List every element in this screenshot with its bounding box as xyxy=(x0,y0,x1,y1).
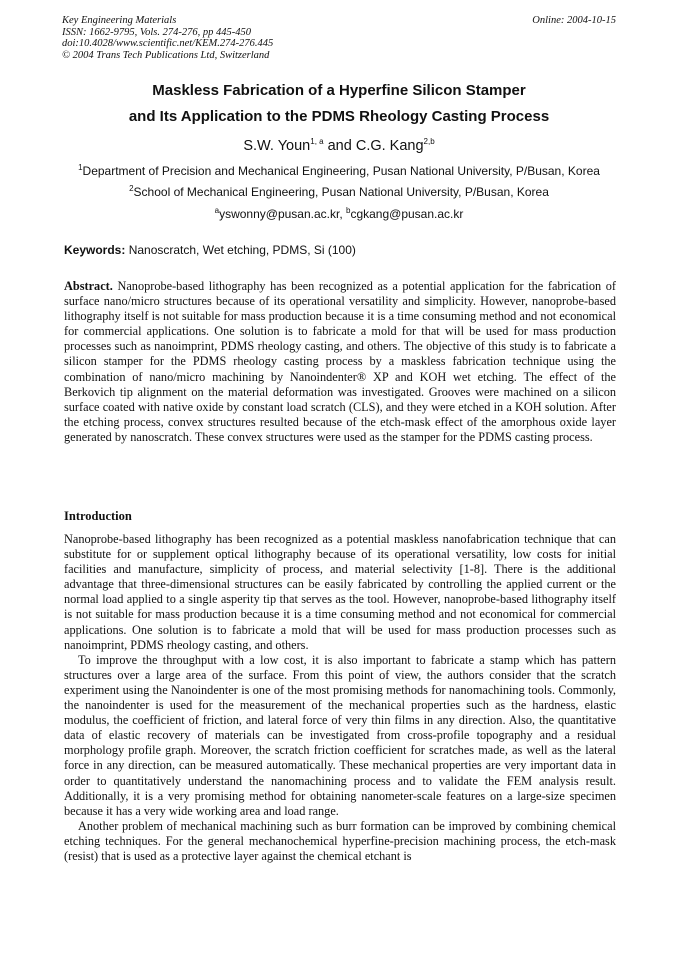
author-conjunction: and xyxy=(323,138,356,154)
issn-line: ISSN: 1662-9795, Vols. 274-276, pp 445-450 xyxy=(62,26,251,38)
paper-title-line-1: Maskless Fabrication of a Hyperfine Silicon Stamper xyxy=(152,82,526,99)
paper-title-line-2: and Its Application to the PDMS Rheology Casting Process xyxy=(128,108,550,125)
author-2-name: C.G. Kang xyxy=(355,138,424,154)
journal-name: Key Engineering Materials xyxy=(62,15,177,26)
keywords-text: Nanoscratch, Wet etching, PDMS, Si (100) xyxy=(125,243,356,257)
author-2-sup: 2,b xyxy=(423,137,435,147)
author-1-name: S.W. Youn xyxy=(243,138,311,154)
intro-paragraph-2 xyxy=(64,653,616,819)
email-b: cgkang@pusan.ac.kr xyxy=(350,207,464,221)
affiliation-2-text: School of Mechanical Engineering, Pusan National University, P/Busan, Korea xyxy=(133,185,549,199)
affiliation-1 xyxy=(40,164,638,178)
online-date: Online: 2004-10-15 xyxy=(532,15,616,26)
abstract-text: Nanoprobe-based lithography has been recognized as a potential application for the fabrication of surface nano/micro structures because of its operational versatility and simplicity. However, nanoprobe-based lithography itself is not suitable for mass production because it is a time consuming method and not economical for commercial applications. One solution is to fabricate a mold for that will be used for mass production processes such as nanoimprint, PDMS rheology casting, and others. The objective of this study is to fabricate a silicon stamper for the PDMS rheology casting process by a maskless fabrication technique using the combination of nano/micro machining by Nanoindenter® XP and KOH wet etching. The effect of the Berkovich tip alignment on the material deformation was investigated. Grooves were machined on a silicon surface coated with native oxide by constant load scratch (CLS), and they were etched in a KOH solution. After the etching process, convex structures resulted because of the etch-mask effect of the amorphous oxide layer generated by nanoscratch. These convex structures were used as the stamper for the PDMS casting process. xyxy=(64,279,616,444)
email-a: yswonny@pusan.ac.kr, xyxy=(219,207,346,221)
intro-paragraph-3 xyxy=(64,819,616,864)
email-b-sup: b xyxy=(346,206,351,215)
email-a-sup: a xyxy=(214,206,220,215)
affiliation-2-sup: 2 xyxy=(129,184,134,193)
keywords-label: Keywords: xyxy=(64,243,126,257)
author-1-sup: 1, a xyxy=(310,137,324,147)
affiliation-1-text: Department of Precision and Mechanical Engineering, Pusan National University, P/Busan, Korea xyxy=(82,164,600,178)
introduction-heading: Introduction xyxy=(64,509,132,523)
author-list xyxy=(40,138,638,154)
intro-paragraph-2-text: To improve the throughput with a low cost, it is also important to fabricate a stamp which has pattern structures over a large area of the surface. From this point of view, the authors consider that the scratch experiment using the Nanoindenter is one of the most promising methods for nanomachining tools. Commonly, the nanoindenter is used for the measurement of the mechanical properties such as the hardness, elastic modulus, the coefficient of friction, and lateral force of very thin films in any direction. Also, the quantitative data of elastic recovery of materials can be investigated from cross-profile topography and a residual morphology profile graph. Moreover, the scratch friction coefficient for scratches made, as well as the lateral force in any direction, can be measured automatically. These mechanical properties are very important data in order to quantitatively understand the nanomachining process and to validate the FEM analysis result. Additionally, it is a very promising method for obtaining nanometer-scale features on a large-size specimen because it has a very wide working area and load range. xyxy=(64,652,616,818)
keywords xyxy=(64,243,616,257)
abstract xyxy=(64,279,616,445)
journal-header xyxy=(62,15,616,61)
intro-paragraph-1: Nanoprobe-based lithography has been recognized as a potential maskless nanofabrication technique that can substitute for or supplement optical lithography because of its operational versatility, low costs for initial facilities and manufacture, simplicity of process, and material selectivity [1-8]. There is the additional advantage that three-dimensional structures can be easily fabricated by controlling the applied current or the normal load applied to a single asperity tip that serves as the tool. However, nanoprobe-based lithography itself is not suitable for mass production because it is a time consuming method and not economical for commercial applications. One solution is to fabricate a mold that will be used for mass production processes such as nanoimprint, PDMS rheology casting, and others. xyxy=(64,532,616,652)
abstract-label: Abstract. xyxy=(64,279,113,293)
author-emails xyxy=(40,207,638,221)
doi-line: doi:10.4028/www.scientific.net/KEM.274-276.445 xyxy=(62,38,274,49)
intro-paragraph-3-text: Another problem of mechanical machining such as burr formation can be improved by combining chemical etching techniques. For the general mechanochemical hyperfine-precision machining process, the etch-mask (resist) that is used as a protective layer against the chemical etchant is xyxy=(64,818,616,863)
copyright-line: © 2004 Trans Tech Publications Ltd, Switzerland xyxy=(62,49,270,61)
affiliation-2 xyxy=(40,185,638,199)
affiliation-1-sup: 1 xyxy=(78,163,83,172)
introduction-body xyxy=(64,532,616,864)
